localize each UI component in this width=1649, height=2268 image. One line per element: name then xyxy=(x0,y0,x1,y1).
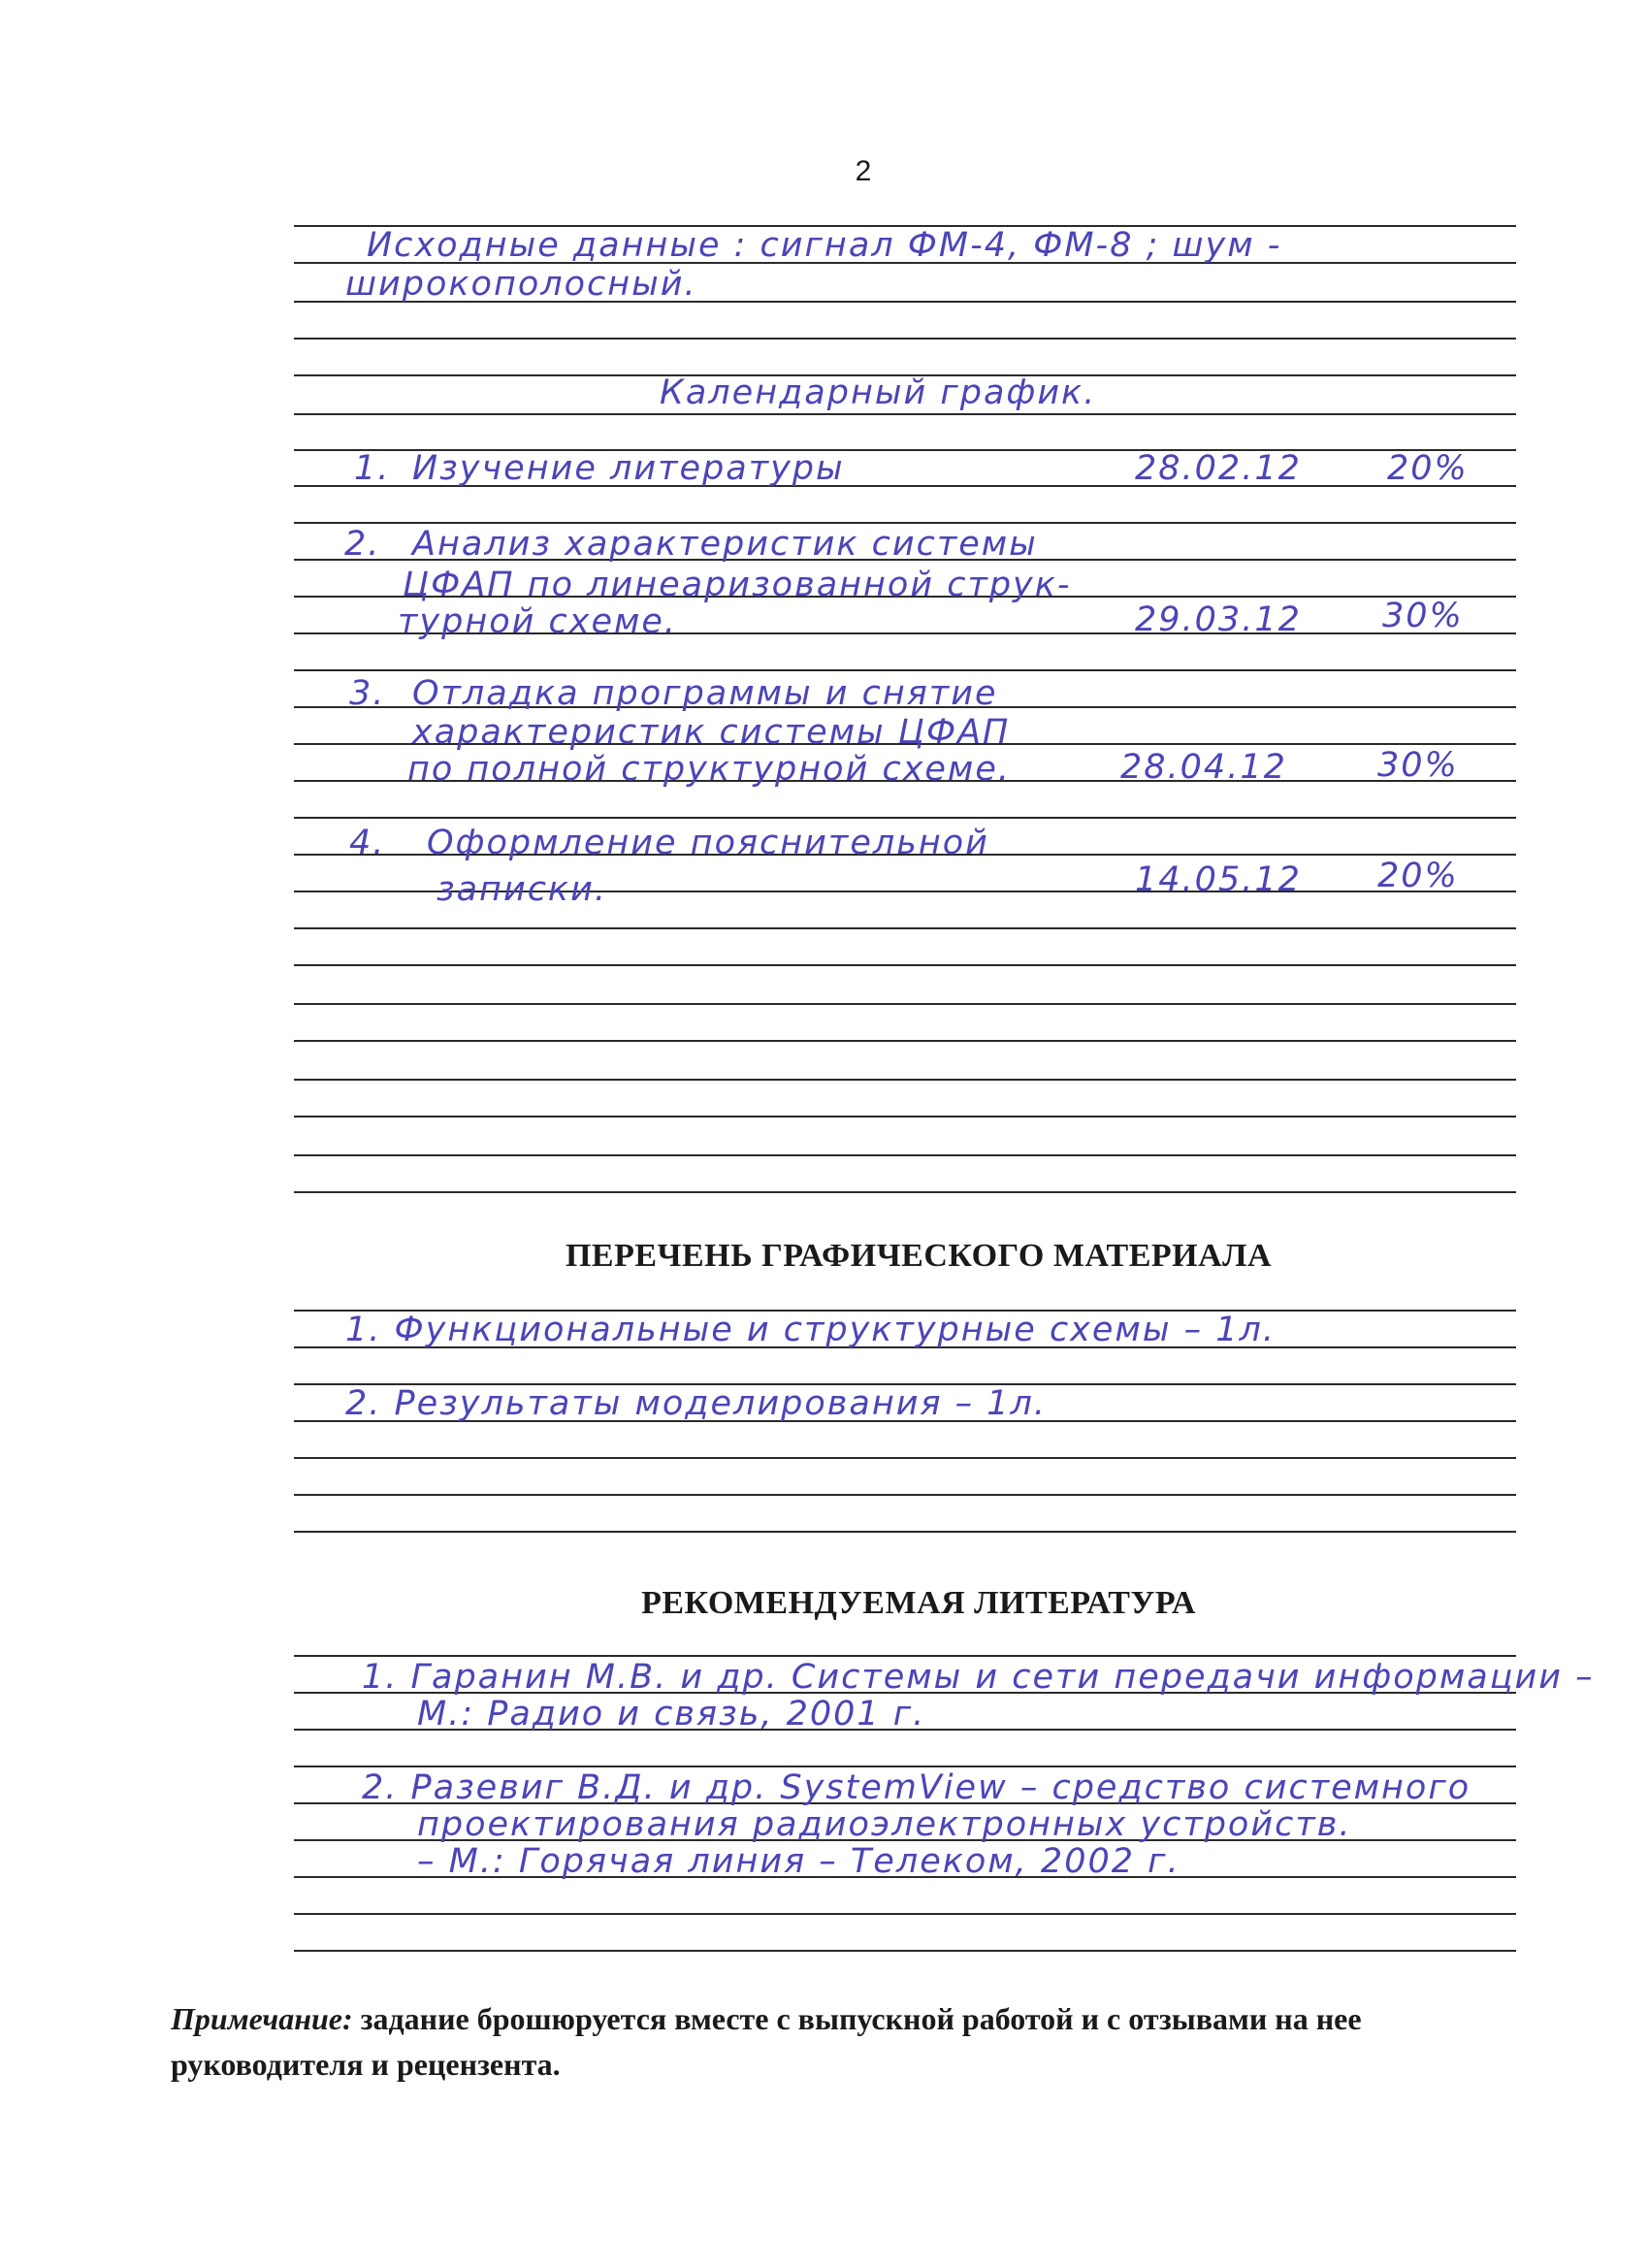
literature-item-line: М.: Радио и связь, 2001 г. xyxy=(417,1695,926,1733)
schedule-item-date: 28.02.12 xyxy=(1135,449,1302,488)
schedule-item-percent: 30% xyxy=(1382,597,1464,635)
ruled-line xyxy=(294,1003,1516,1005)
schedule-item-date: 28.04.12 xyxy=(1120,748,1287,787)
ruled-line xyxy=(294,522,1516,524)
ruled-line xyxy=(294,1950,1516,1952)
schedule-item-percent: 20% xyxy=(1377,857,1459,895)
ruled-line xyxy=(294,1079,1516,1081)
schedule-item-number: 1. xyxy=(354,449,391,488)
ruled-line xyxy=(294,1766,1516,1767)
ruled-line xyxy=(294,1457,1516,1459)
literature-item-line: 2. Разевиг В.Д. и др. SystemView – средство системного xyxy=(362,1768,1471,1807)
note-text: задание брошюруется вместе с выпускной работой и с отзывами на нее руководителя и рецензента. xyxy=(171,2001,1362,2082)
schedule-item-number: 2. xyxy=(344,525,381,564)
schedule-item-text: турной схеме. xyxy=(398,602,678,641)
ruled-line xyxy=(294,1531,1516,1533)
graphic-material-item: 2. Результаты моделирования – 1л. xyxy=(345,1384,1048,1423)
literature-heading: РЕКОМЕНДУЕМАЯ ЛИТЕРАТУРА xyxy=(641,1585,1196,1621)
graphic-material-heading: ПЕРЕЧЕНЬ ГРАФИЧЕСКОГО МАТЕРИАЛА xyxy=(565,1238,1273,1274)
initial-data-line-1: Исходные данные : сигнал ФМ-4, ФМ-8 ; шум - xyxy=(367,226,1282,265)
ruled-line xyxy=(294,338,1516,340)
ruled-line xyxy=(294,817,1516,819)
ruled-line xyxy=(294,964,1516,966)
ruled-line xyxy=(294,927,1516,929)
schedule-item-date: 14.05.12 xyxy=(1135,860,1302,899)
literature-item-line: – М.: Горячая линия – Телеком, 2002 г. xyxy=(417,1842,1180,1881)
schedule-item-text: характеристик системы ЦФАП xyxy=(412,713,1011,752)
schedule-item-percent: 20% xyxy=(1387,449,1469,488)
schedule-item-text: Отладка программы и снятие xyxy=(412,674,998,713)
note xyxy=(171,1996,1519,2088)
page-number: 2 xyxy=(855,155,872,187)
schedule-item-text: Изучение литературы xyxy=(412,449,845,488)
ruled-line xyxy=(294,1913,1516,1915)
ruled-line xyxy=(294,413,1516,415)
schedule-item-number: 4. xyxy=(349,824,386,862)
schedule-item-text: по полной структурной схеме. xyxy=(407,750,1011,789)
schedule-item-text: ЦФАП по линеаризованной струк- xyxy=(403,566,1072,604)
schedule-item-text: Анализ характеристик системы xyxy=(412,525,1038,564)
ruled-line xyxy=(294,669,1516,671)
schedule-item-date: 29.03.12 xyxy=(1135,600,1302,639)
literature-item-line: проектирования радиоэлектронных устройств. xyxy=(417,1805,1352,1844)
note-label: Примечание: xyxy=(171,2001,353,2036)
ruled-line xyxy=(294,1494,1516,1496)
initial-data-line-2: широкополосный. xyxy=(345,265,697,304)
ruled-line xyxy=(294,1040,1516,1042)
ruled-line xyxy=(294,1154,1516,1156)
ruled-line xyxy=(294,1655,1516,1657)
schedule-item-text: Оформление пояснительной xyxy=(427,824,989,862)
schedule-item-percent: 30% xyxy=(1377,746,1459,785)
schedule-item-text: записки. xyxy=(436,870,607,909)
schedule-item-number: 3. xyxy=(349,674,386,713)
ruled-line xyxy=(294,1116,1516,1118)
schedule-title: Календарный график. xyxy=(660,373,1097,412)
graphic-material-item: 1. Функциональные и структурные схемы – 1л. xyxy=(345,1311,1276,1349)
literature-item-line: 1. Гаранин М.В. и др. Системы и сети передачи информации – xyxy=(362,1658,1595,1697)
ruled-line xyxy=(294,1191,1516,1193)
